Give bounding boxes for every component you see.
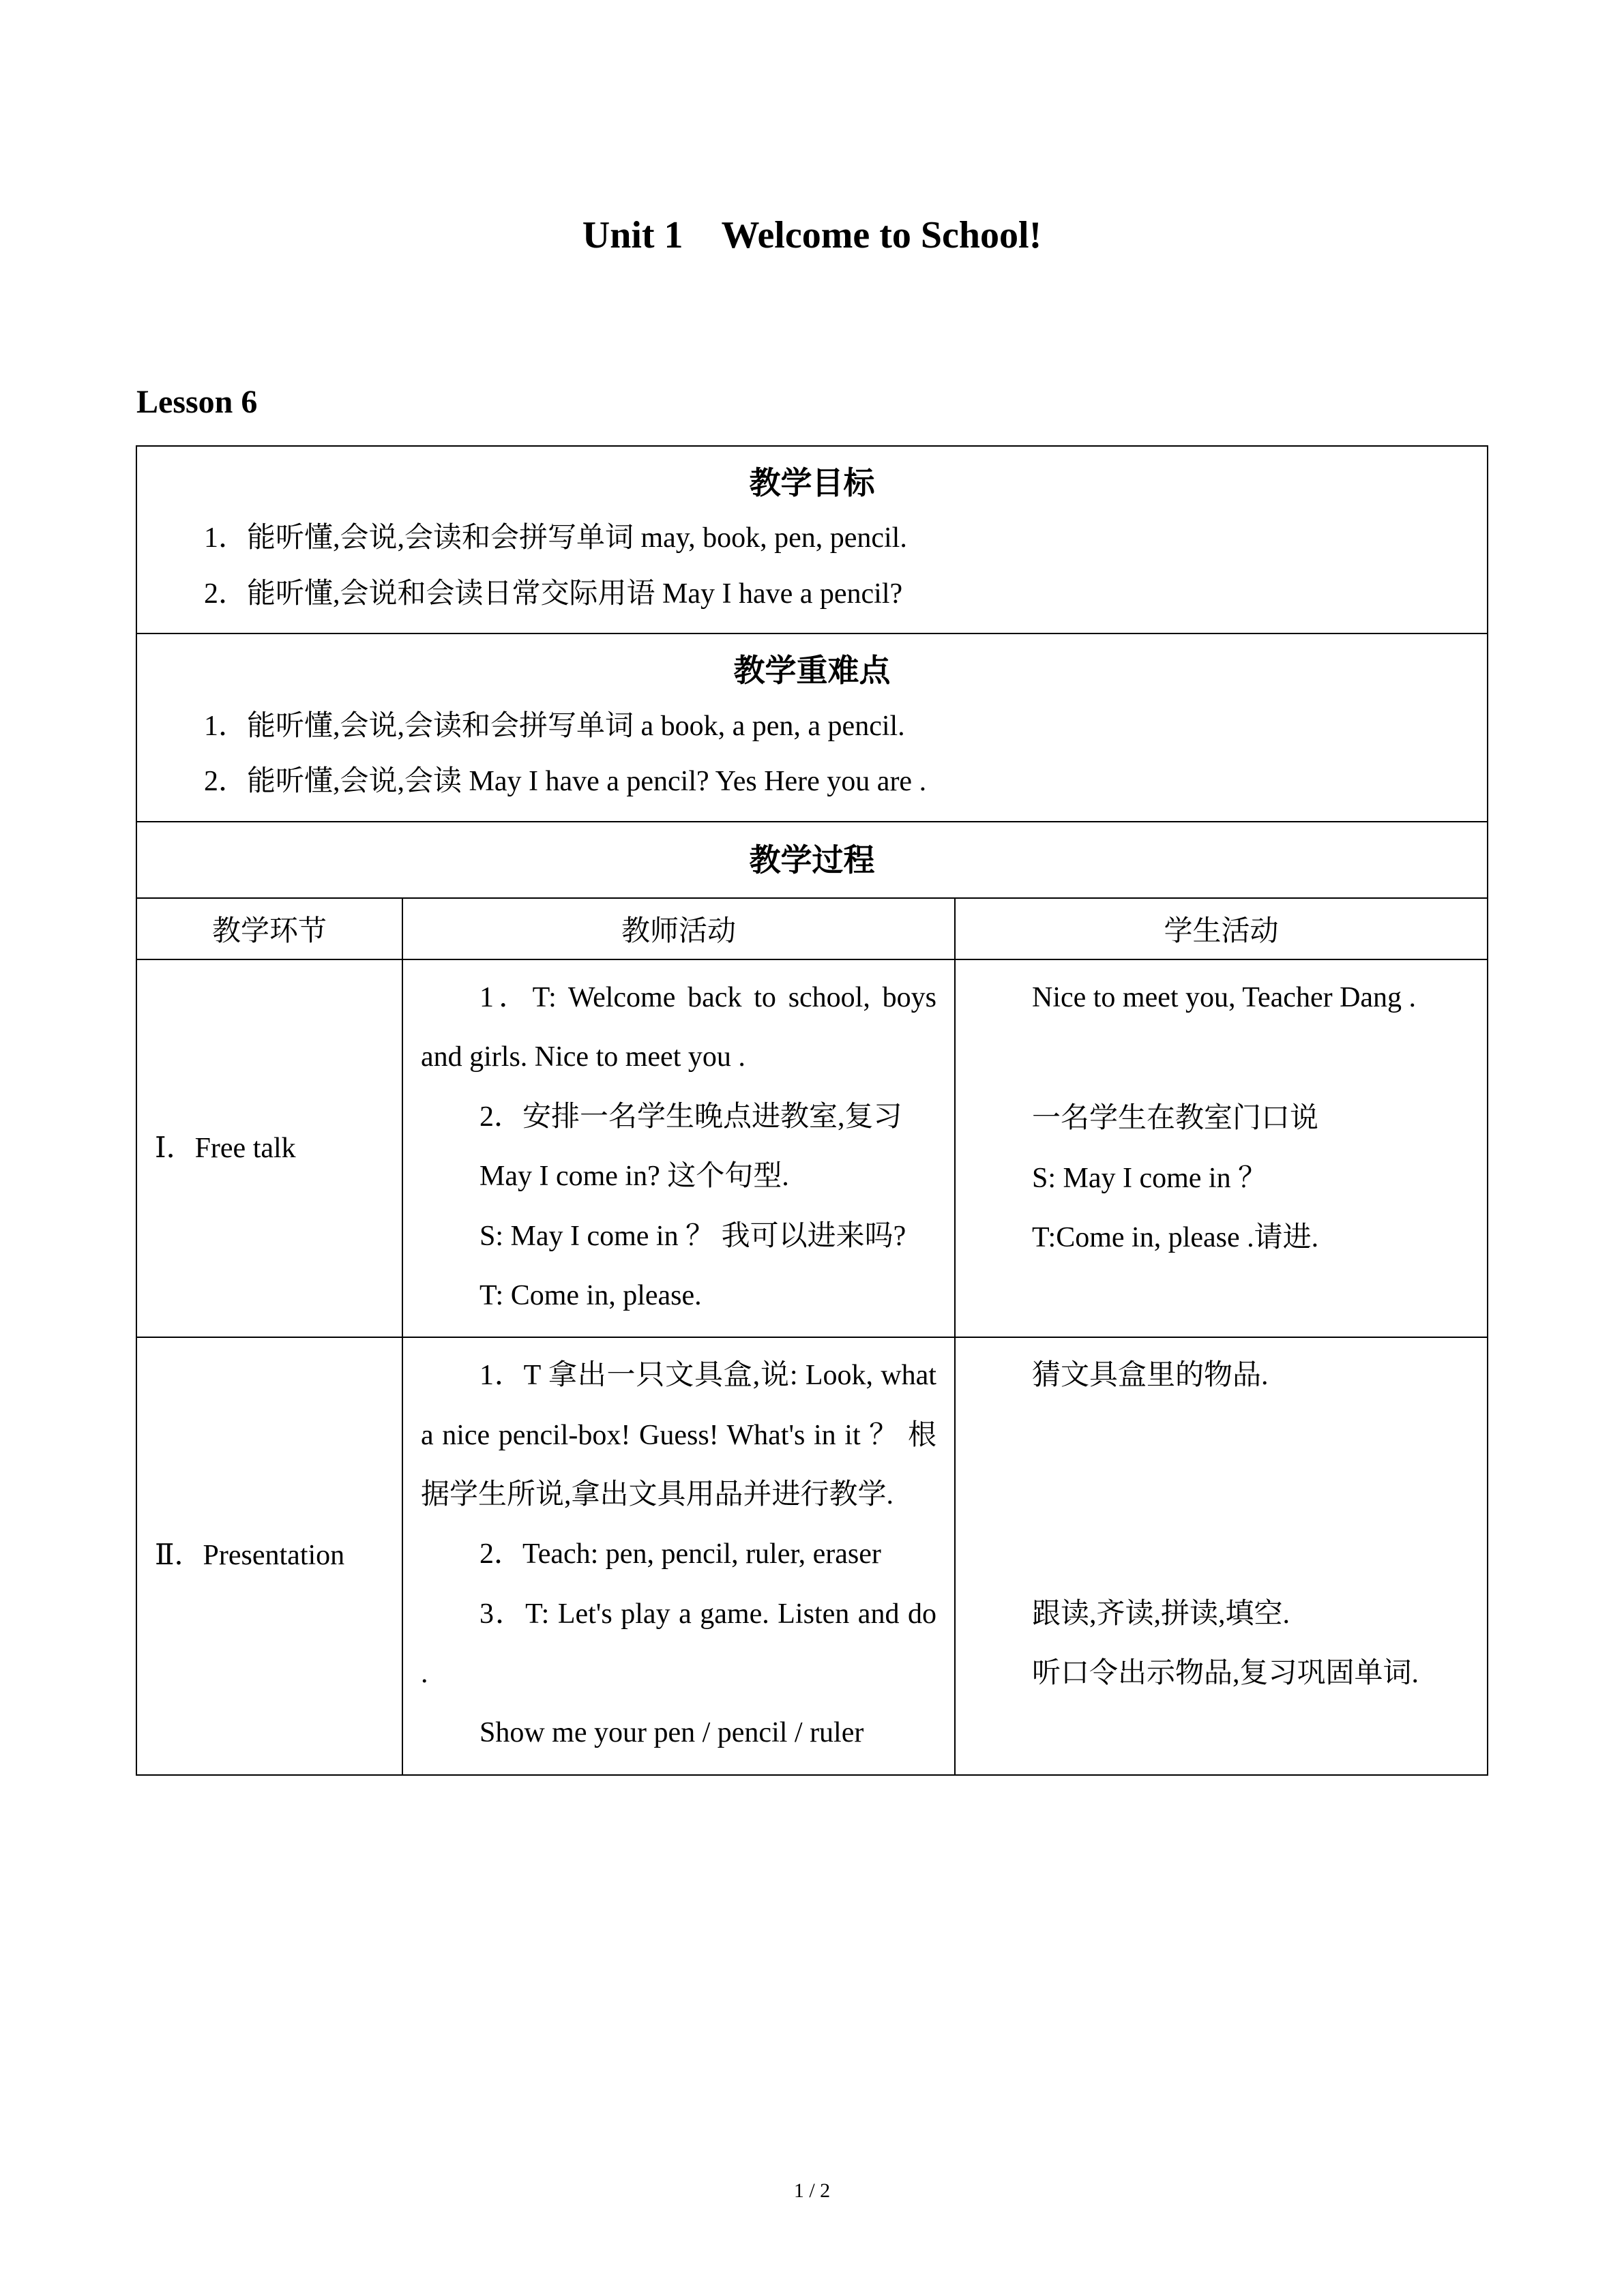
student-paragraph: 猜文具盒里的物品. bbox=[1031, 1360, 1269, 1392]
document-title: Unit 1 Welcome to School! bbox=[582, 214, 1042, 256]
lesson-plan-table bbox=[136, 445, 1488, 1776]
teacher-paragraph: Show me your pen / pencil / ruler bbox=[479, 1717, 864, 1749]
objectives-item: 1．能听懂,会说,会读和会拼写单词 may, book, pen, pencil. bbox=[203, 522, 907, 554]
process-heading-cell bbox=[136, 822, 1488, 898]
page-number: 1 / 2 bbox=[793, 2179, 831, 2202]
student-activities-cell bbox=[955, 1337, 1488, 1775]
teacher-paragraph: May I come in? 这个句型. bbox=[479, 1161, 789, 1193]
column-header-student: 学生活动 bbox=[955, 898, 1488, 959]
teacher-paragraph: 2．Teach: pen, pencil, ruler, eraser bbox=[479, 1538, 881, 1570]
student-paragraph: 一名学生在教室门口说 bbox=[1031, 1103, 1318, 1135]
student-paragraph: 跟读,齐读,拼读,填空. bbox=[1031, 1598, 1290, 1630]
column-header-stage: 教学环节 bbox=[136, 898, 402, 959]
objectives-item: 2．能听懂,会说和会读日常交际用语 May I have a pencil? bbox=[203, 578, 903, 610]
key-points-item: 2．能听懂,会说,会读 May I have a pencil? Yes Here you are . bbox=[203, 766, 927, 798]
teacher-paragraph: T: Come in, please. bbox=[479, 1279, 702, 1311]
objectives-cell bbox=[136, 446, 1488, 634]
teacher-paragraph: 3．T: Let's play a game. Listen and do . bbox=[420, 1598, 936, 1690]
teacher-paragraph: 2．安排一名学生晚点进教室,复习 bbox=[479, 1101, 902, 1133]
teacher-paragraph: 1．T 拿出一只文具盒,说: Look, what a nice pencil-box! Guess! What's in it ？ 根据学生所说,拿出文具用品并进行教学. bbox=[420, 1360, 936, 1510]
process-row-presentation bbox=[136, 1337, 1488, 1775]
blank-line-spacer bbox=[973, 1028, 1469, 1089]
stage-cell-free-talk: Ⅰ．Free talk bbox=[136, 959, 402, 1337]
student-paragraph: S: May I come in ？ bbox=[1031, 1162, 1267, 1194]
objectives-heading: 教学目标 bbox=[749, 464, 875, 501]
student-activities-cell bbox=[955, 959, 1488, 1337]
key-points-item: 1．能听懂,会说,会读和会拼写单词 a book, a pen, a pencil. bbox=[203, 710, 905, 742]
key-points-cell bbox=[136, 633, 1488, 822]
column-header-teacher: 教师活动 bbox=[402, 898, 955, 959]
student-paragraph: T:Come in, please .请进. bbox=[1031, 1222, 1319, 1254]
process-heading-row bbox=[136, 822, 1488, 898]
objectives-section-row bbox=[136, 446, 1488, 634]
process-heading: 教学过程 bbox=[749, 841, 875, 878]
key-points-section-row bbox=[136, 633, 1488, 822]
teacher-paragraph: 1．T: Welcome back to school, boys and girls. Nice to meet you . bbox=[420, 982, 936, 1073]
teacher-activities-cell bbox=[402, 959, 955, 1337]
student-paragraph: 听口令出示物品,复习巩固单词. bbox=[1031, 1657, 1419, 1689]
teacher-paragraph: S: May I come in ？ 我可以进来吗? bbox=[479, 1220, 906, 1252]
process-row-free-talk bbox=[136, 959, 1488, 1337]
teacher-activities-cell bbox=[402, 1337, 955, 1775]
lesson-heading: Lesson 6 bbox=[136, 384, 258, 421]
stage-cell-presentation: Ⅱ．Presentation bbox=[136, 1337, 402, 1775]
column-header-row bbox=[136, 898, 1488, 959]
blank-lines-spacer bbox=[973, 1406, 1469, 1585]
student-paragraph: Nice to meet you, Teacher Dang . bbox=[1031, 982, 1417, 1014]
key-points-heading: 教学重难点 bbox=[733, 653, 891, 689]
